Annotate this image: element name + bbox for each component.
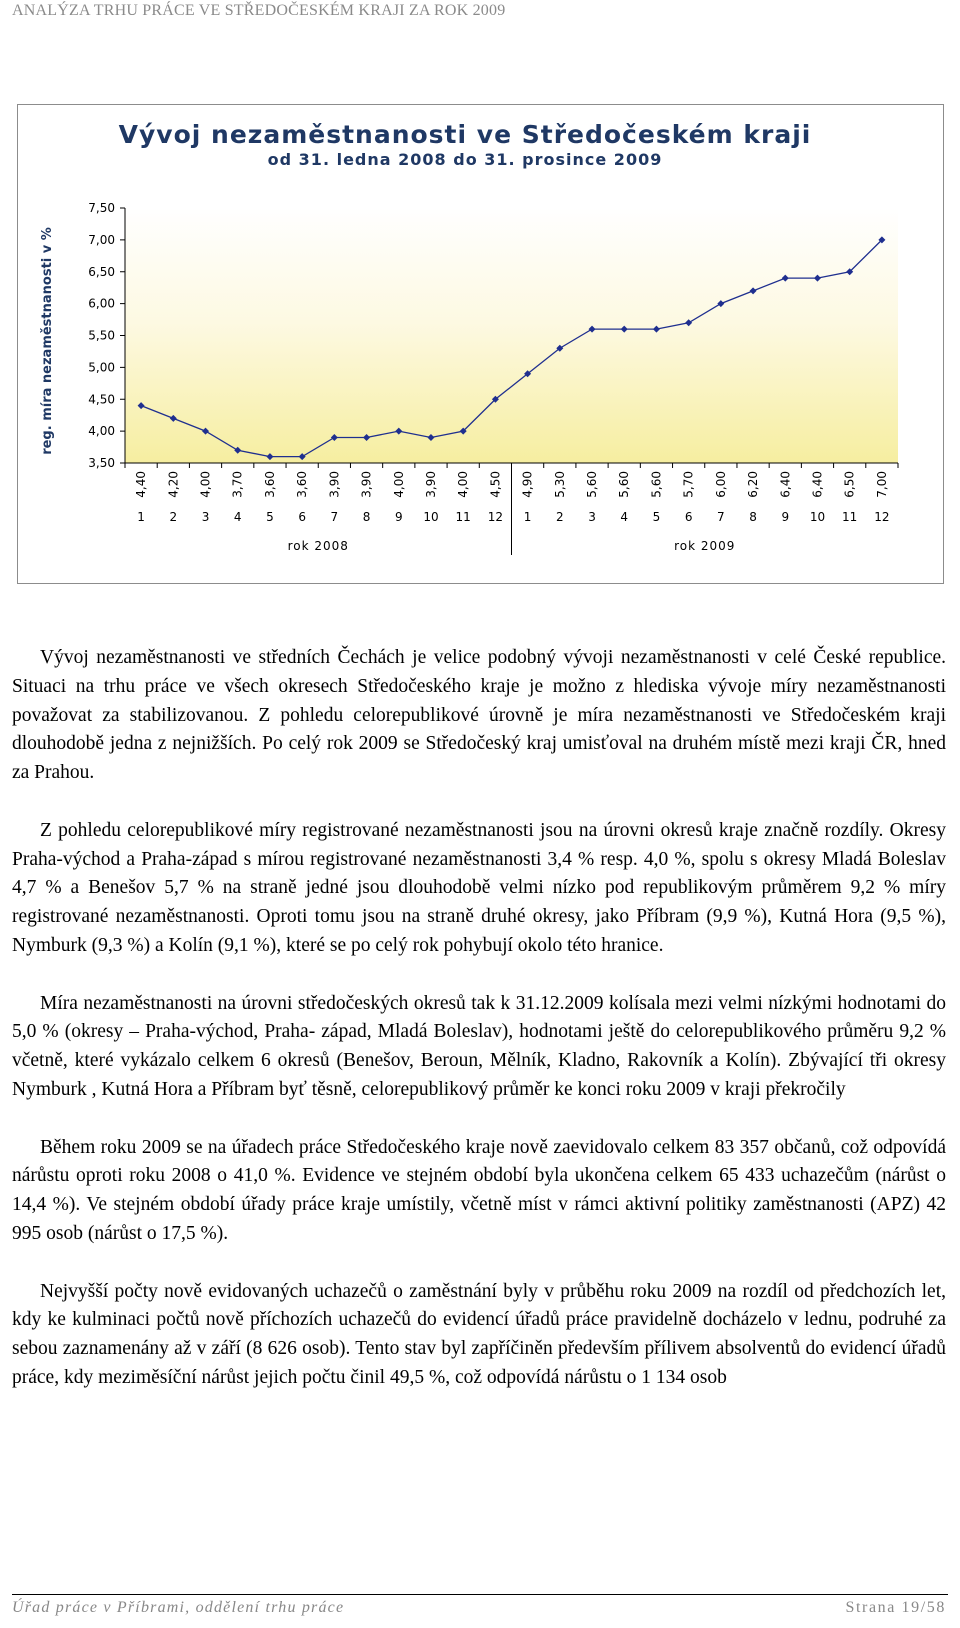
data-value-label: 6,00 [713,471,728,498]
paragraph-1: Vývoj nezaměstnanosti ve středních Čechách je velice podobný vývoji nezaměstnanosti v celé České republice. Situaci na trhu práce ve všech okresech Středočeského kraje je možno z hlediska vývoje míry nezaměstnanosti považovat za stabilizovanou. Z pohledu celorepublikové úrovně je míra nezaměstnanosti ve Středočeském kraji dlouhodobě jedna z nejnižších. Po celý rok 2009 se Středočeský kraj umisťoval na druhém místě mezi kraji ČR, hned za Prahou. [12,647,946,784]
data-value-label: 6,40 [778,471,793,498]
body-text [12,644,946,1422]
x-tick-label: 11 [455,510,471,524]
data-value-label: 3,60 [262,471,277,498]
data-value-label: 7,00 [874,471,889,498]
x-tick-label: 6 [684,510,693,524]
x-tick-label: 4 [620,510,629,524]
data-value-label: 5,60 [649,471,664,498]
data-value-label: 4,00 [198,471,213,498]
x-group-label: rok 2009 [674,539,736,553]
paragraph-3: Míra nezaměstnanosti na úrovni středočeských okresů tak k 31.12.2009 kolísala mezi velmi nízkými hodnotami do 5,0 % (okresy – Praha-východ, Praha- západ, Mladá Boleslav), hodnotami ještě do celorepublikového průměru 9,2 % včetně, které vykázalo celkem 6 okresů (Benešov, Beroun, Mělník, Kladno, Rakovník a Kolín). Zbývající tři okresy Nymburk , Kutná Hora a Příbram byť těsně, celorepublikový průměr ke konci roku 2009 v kraji překročily [12,992,946,1100]
y-tick-label: 6,00 [88,296,115,311]
y-tick-label: 5,00 [88,360,115,375]
x-tick-label: 2 [169,510,178,524]
data-value-label: 6,50 [842,471,857,498]
unemployment-chart-figure [17,104,944,584]
paragraph-5: Nejvyšší počty nově evidovaných uchazečů o zaměstnání byly v průběhu roku 2009 na rozdíl od předchozích let, kdy ke kulminaci počtů nově příchozích uchazečů do evidencí úřadů práce pravidelně docházelo v lednu, podruhé za sebou zaznamenány až v září (8 626 osob). Tento stav byl zapříčiněn především přílivem absolventů do evidencí úřadů práce, kdy meziměsíční nárůst jejich počtu činil 49,5 %, což odpovídá nárůstu o 1 134 osob [12,1280,946,1388]
data-value-label: 4,20 [166,471,181,498]
x-tick-label: 2 [555,510,564,524]
y-tick-label: 7,00 [88,232,115,247]
data-value-label: 5,30 [552,471,567,498]
data-value-label: 4,00 [391,471,406,498]
chart-title: Vývoj nezaměstnanosti ve Středočeském kraji [118,120,812,149]
paragraph-4: Během roku 2009 se na úřadech práce Středočeského kraje nově zaevidovalo celkem 83 357 občanů, což odpovídá nárůstu oproti roku 2008 o 41,0 %. Evidence ve stejném období byla ukončena celkem 65 433 uchazečům (nárůst o 14,4 %). Ve stejném období úřady práce kraje umístily, včetně míst v rámci aktivní politiky zaměstnanosti (APZ) 42 995 osob (nárůst o 17,5 %). [12,1136,946,1244]
data-value-label: 3,90 [423,471,438,498]
data-value-label: 4,90 [520,471,535,498]
x-tick-label: 5 [652,510,661,524]
footer-divider [12,1594,948,1595]
data-value-label: 3,90 [327,471,342,498]
x-tick-label: 1 [523,510,532,524]
x-group-label: rok 2008 [287,539,349,553]
data-value-label: 3,60 [295,471,310,498]
x-tick-label: 1 [137,510,145,524]
x-tick-label: 9 [394,510,403,524]
y-tick-label: 4,00 [88,424,115,439]
data-value-label: 3,70 [230,471,245,498]
x-tick-label: 10 [809,510,826,524]
chart-y-axis-label: reg. míra nezaměstnanosti v % [40,227,55,455]
x-tick-label: 12 [874,510,890,524]
data-value-label: 4,50 [488,471,503,498]
data-value-label: 5,60 [585,471,600,498]
page-header-title: ANALÝZA TRHU PRÁCE VE STŘEDOČESKÉM KRAJI ZA ROK 2009 [12,2,506,19]
x-tick-label: 6 [298,510,306,524]
x-tick-label: 11 [842,510,858,524]
plot-area-background [125,208,898,463]
chart-subtitle: od 31. ledna 2008 do 31. prosince 2009 [267,150,663,169]
data-value-label: 4,40 [134,471,149,498]
y-tick-label: 4,50 [88,392,115,407]
x-tick-label: 12 [487,510,504,524]
data-value-label: 6,40 [810,471,825,498]
x-tick-label: 10 [423,510,439,524]
x-tick-label: 3 [201,510,210,524]
y-tick-label: 5,50 [88,328,115,343]
y-tick-label: 3,50 [88,456,115,470]
footer-page-number: Strana 19/58 [845,1599,946,1616]
paragraph-2: Z pohledu celorepublikové míry registrované nezaměstnanosti jsou na úrovni okresů kraje značně rozdíly. Okresy Praha-východ a Praha-západ s mírou registrované nezaměstnanosti 3,4 % resp. 4,0 %, spolu s okresy Mladá Boleslav 4,7 % a Benešov 5,7 % na straně jedné jsou dlouhodobě velmi nízko pod republikovým průměrem 9,2 % míry registrované nezaměstnanosti. Oproti tomu jsou na straně druhé okresy, jako Příbram (9,9 %), Kutná Hora (9,5 %), Nymburk (9,3 %) a Kolín (9,1 %), které se po celý rok pohybují okolo této hranice. [12,819,946,956]
x-tick-label: 9 [781,510,790,524]
x-tick-label: 8 [749,510,757,524]
data-value-label: 3,90 [359,471,374,498]
data-value-label: 6,20 [746,471,761,498]
data-value-label: 4,00 [456,471,471,498]
x-tick-label: 8 [362,510,371,524]
x-tick-label: 4 [233,510,242,524]
x-tick-label: 7 [330,510,339,524]
x-tick-label: 5 [266,510,274,524]
data-value-label: 5,60 [617,471,632,498]
unemployment-line-chart [18,105,943,583]
footer-office-name: Úřad práce v Příbrami, oddělení trhu práce [12,1599,345,1616]
x-tick-label: 7 [717,510,725,524]
data-value-label: 5,70 [681,471,696,498]
y-tick-label: 6,50 [88,264,115,279]
x-tick-label: 3 [588,510,596,524]
y-tick-label: 7,50 [88,201,115,215]
